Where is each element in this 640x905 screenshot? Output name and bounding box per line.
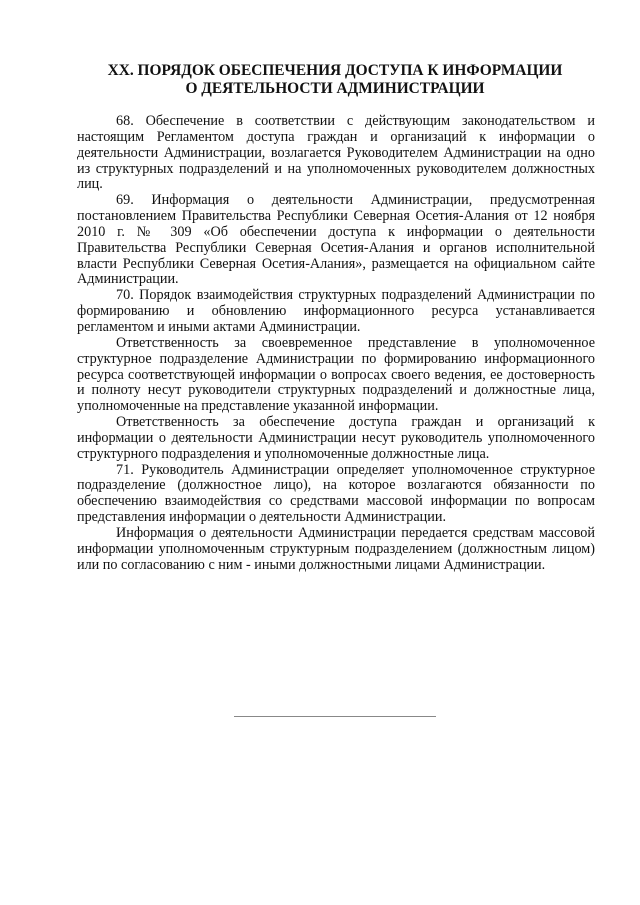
section-title-line-1: XX. ПОРЯДОК ОБЕСПЕЧЕНИЯ ДОСТУПА К ИНФОРМАЦИИ — [107, 62, 563, 79]
section-heading — [70, 62, 600, 98]
section-title-line-2: О ДЕЯТЕЛЬНОСТИ АДМИНИСТРАЦИИ — [185, 80, 485, 97]
paragraph-68: 68. Обеспечение в соответствии с действующим законодательством и настоящим Регламентом доступа граждан и организаций к информации о деятельности Администрации, возлагается Руководителем Администрации на одно из структурных подразделений и на уполномоченных руководителем должностных лиц. — [77, 113, 595, 193]
paragraph-70: 70. Порядок взаимодействия структурных подразделений Администрации по формированию и обновлению информационного ресурса устанавливается регламентом и иными актами Администрации. — [77, 287, 595, 335]
paragraph-71: 71. Руководитель Администрации определяет уполномоченное структурное подразделение (должностное лицо), на которое возлагаются обязанности по обеспечению взаимодействия со средствами массовой информации по вопросам представления информации о деятельности Администрации. — [77, 461, 595, 526]
paragraph-70-responsibility-provision: Ответственность за своевременное представление в уполномоченное структурное подразделение Администрации по формированию информационного ресурса соответствующей информации о вопросах своего ведения, ее достоверность и полноту несут руководители структурных подразделений и должностные лица, уполномоченные на представление указанной информации. — [77, 334, 595, 415]
paragraph-70-responsibility-access: Ответственность за обеспечение доступа граждан и организаций к информации о деятельности Администрации несут руководитель уполномоченного структурного подразделения и уполномоченные должностные лица. — [77, 414, 595, 462]
end-divider — [234, 716, 436, 717]
paragraph-71-media: Информация о деятельности Администрации передается средствам массовой информации уполномоченным структурным подразделением (должностным лицом) или по согласованию с ним - иными должностными лицами Администрации. — [77, 524, 595, 573]
section-body — [77, 114, 595, 573]
paragraph-69: 69. Информация о деятельности Администрации, предусмотренная постановлением Правительства Республики Северная Осетия-Алания от 12 ноября 2010 г. № 309 «Об обеспечении доступа к информации о деятельности Правительства Республики Северная Осетия-Алания и органов исполнительной власти Республики Северная Осетия-Алания», размещается на официальном сайте Администрации. — [77, 192, 595, 288]
